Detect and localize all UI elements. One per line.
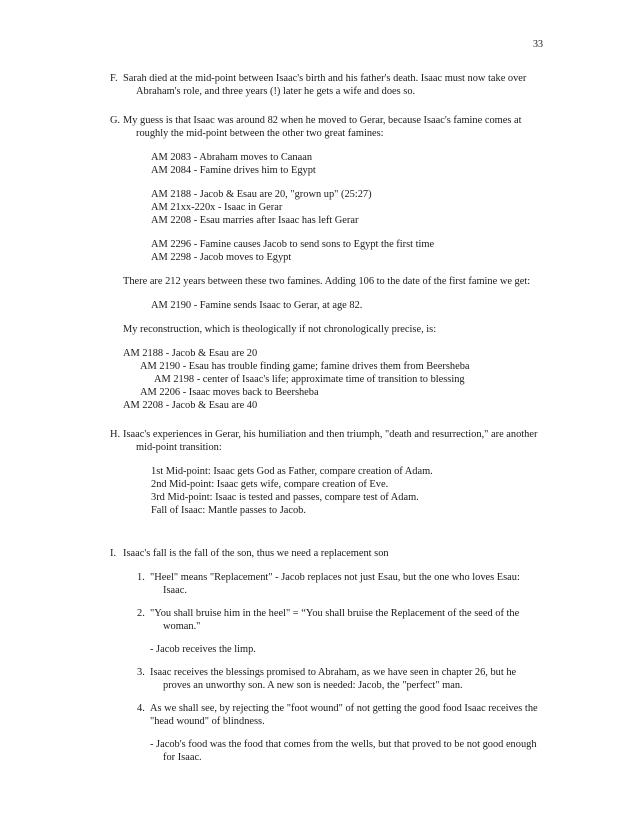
document-body [110,72,550,780]
paragraph-line: My guess is that Isaac was around 82 when he moved to Gerar, because Isaac's famine comes at [123,115,522,126]
midpoint-item: 2nd Mid-point: Isaac gets wife, compare creation of Eve. [151,479,389,490]
timeline-entry: AM 2206 - Isaac moves back to Beersheba [140,387,319,398]
section-marker: H. [110,429,121,440]
list-subline: - Jacob's food was the food that comes from the wells, but that proved to be not good enough [150,739,537,750]
list-line: "Heel" means "Replacement" - Jacob replaces not just Esau, but the one who loves Esau: [150,572,520,583]
list-line: proves an unworthy son. A new son is needed: Jacob, the "perfect" man. [163,680,463,691]
midpoint-item: Fall of Isaac: Mantle passes to Jacob. [151,505,306,516]
section-g [110,114,550,412]
numbered-list [110,571,550,764]
list-item [110,666,550,692]
paragraph-line: Abraham's role, and three years (!) later he gets a wife and does so. [136,86,416,97]
section-i [110,547,550,764]
midpoint-item: 1st Mid-point: Isaac gets God as Father, compare creation of Adam. [151,466,433,477]
timeline-entry: AM 2190 - Esau has trouble finding game; famine drives them from Beersheba [140,361,470,372]
timeline-entry: AM 2188 - Jacob & Esau are 20, "grown up" (25:27) [151,189,372,200]
list-number: 1. [137,572,145,583]
paragraph-line: Isaac's experiences in Gerar, his humiliation and then triumph, "death and resurrection," are another [123,429,538,440]
paragraph-line: My reconstruction, which is theologically if not chronologically precise, is: [123,324,437,335]
list-line: woman." [163,621,201,632]
list-line: Isaac. [163,585,187,596]
timeline-entry: AM 2188 - Jacob & Esau are 20 [123,348,258,359]
paragraph-line: mid-point transition: [136,442,222,453]
section-h [110,428,550,517]
timeline-entry: AM 2208 - Jacob & Esau are 40 [123,400,258,411]
list-line: "You shall bruise him in the heel" = “You shall bruise the Replacement of the seed of the [150,608,520,619]
paragraph-line: Isaac's fall is the fall of the son, thus we need a replacement son [123,548,389,559]
list-number: 2. [137,608,145,619]
section-marker: I. [110,548,117,559]
list-line: Isaac receives the blessings promised to Abraham, as we have seen in chapter 26, but he [150,667,517,678]
list-subline: - Jacob receives the limp. [150,644,256,655]
timeline-entry: AM 2083 - Abraham moves to Canaan [151,152,313,163]
list-item [110,571,550,597]
timeline-entry: AM 2198 - center of Isaac's life; approximate time of transition to blessing [154,374,465,385]
list-number: 3. [137,667,145,678]
midpoint-item: 3rd Mid-point: Isaac is tested and passes, compare test of Adam. [151,492,419,503]
list-number: 4. [137,703,145,714]
timeline-entry: AM 2298 - Jacob moves to Egypt [151,252,292,263]
list-item [110,702,550,764]
page-number: 33 [533,39,543,50]
timeline-entry: AM 2296 - Famine causes Jacob to send sons to Egypt the first time [151,239,435,250]
timeline-entry: AM 21xx-220x - Isaac in Gerar [151,202,283,213]
section-f [110,72,550,98]
paragraph-line: roughly the mid-point between the other two great famines: [136,128,384,139]
timeline-entry: AM 2208 - Esau marries after Isaac has left Gerar [151,215,359,226]
list-subline: for Isaac. [163,752,202,763]
section-marker: G. [110,115,121,126]
paragraph-line: Sarah died at the mid-point between Isaac's birth and his father's death. Isaac must now take over [123,73,527,84]
list-item [110,607,550,656]
paragraph-line: There are 212 years between these two famines. Adding 106 to the date of the first famine we get: [123,276,531,287]
list-line: "head wound" of blindness. [150,716,265,727]
timeline-entry: AM 2084 - Famine drives him to Egypt [151,165,316,176]
list-line: As we shall see, by rejecting the "foot wound" of not getting the good food Isaac receives the [150,703,538,714]
section-marker: F. [110,73,118,84]
timeline-entry: AM 2190 - Famine sends Isaac to Gerar, at age 82. [151,300,363,311]
